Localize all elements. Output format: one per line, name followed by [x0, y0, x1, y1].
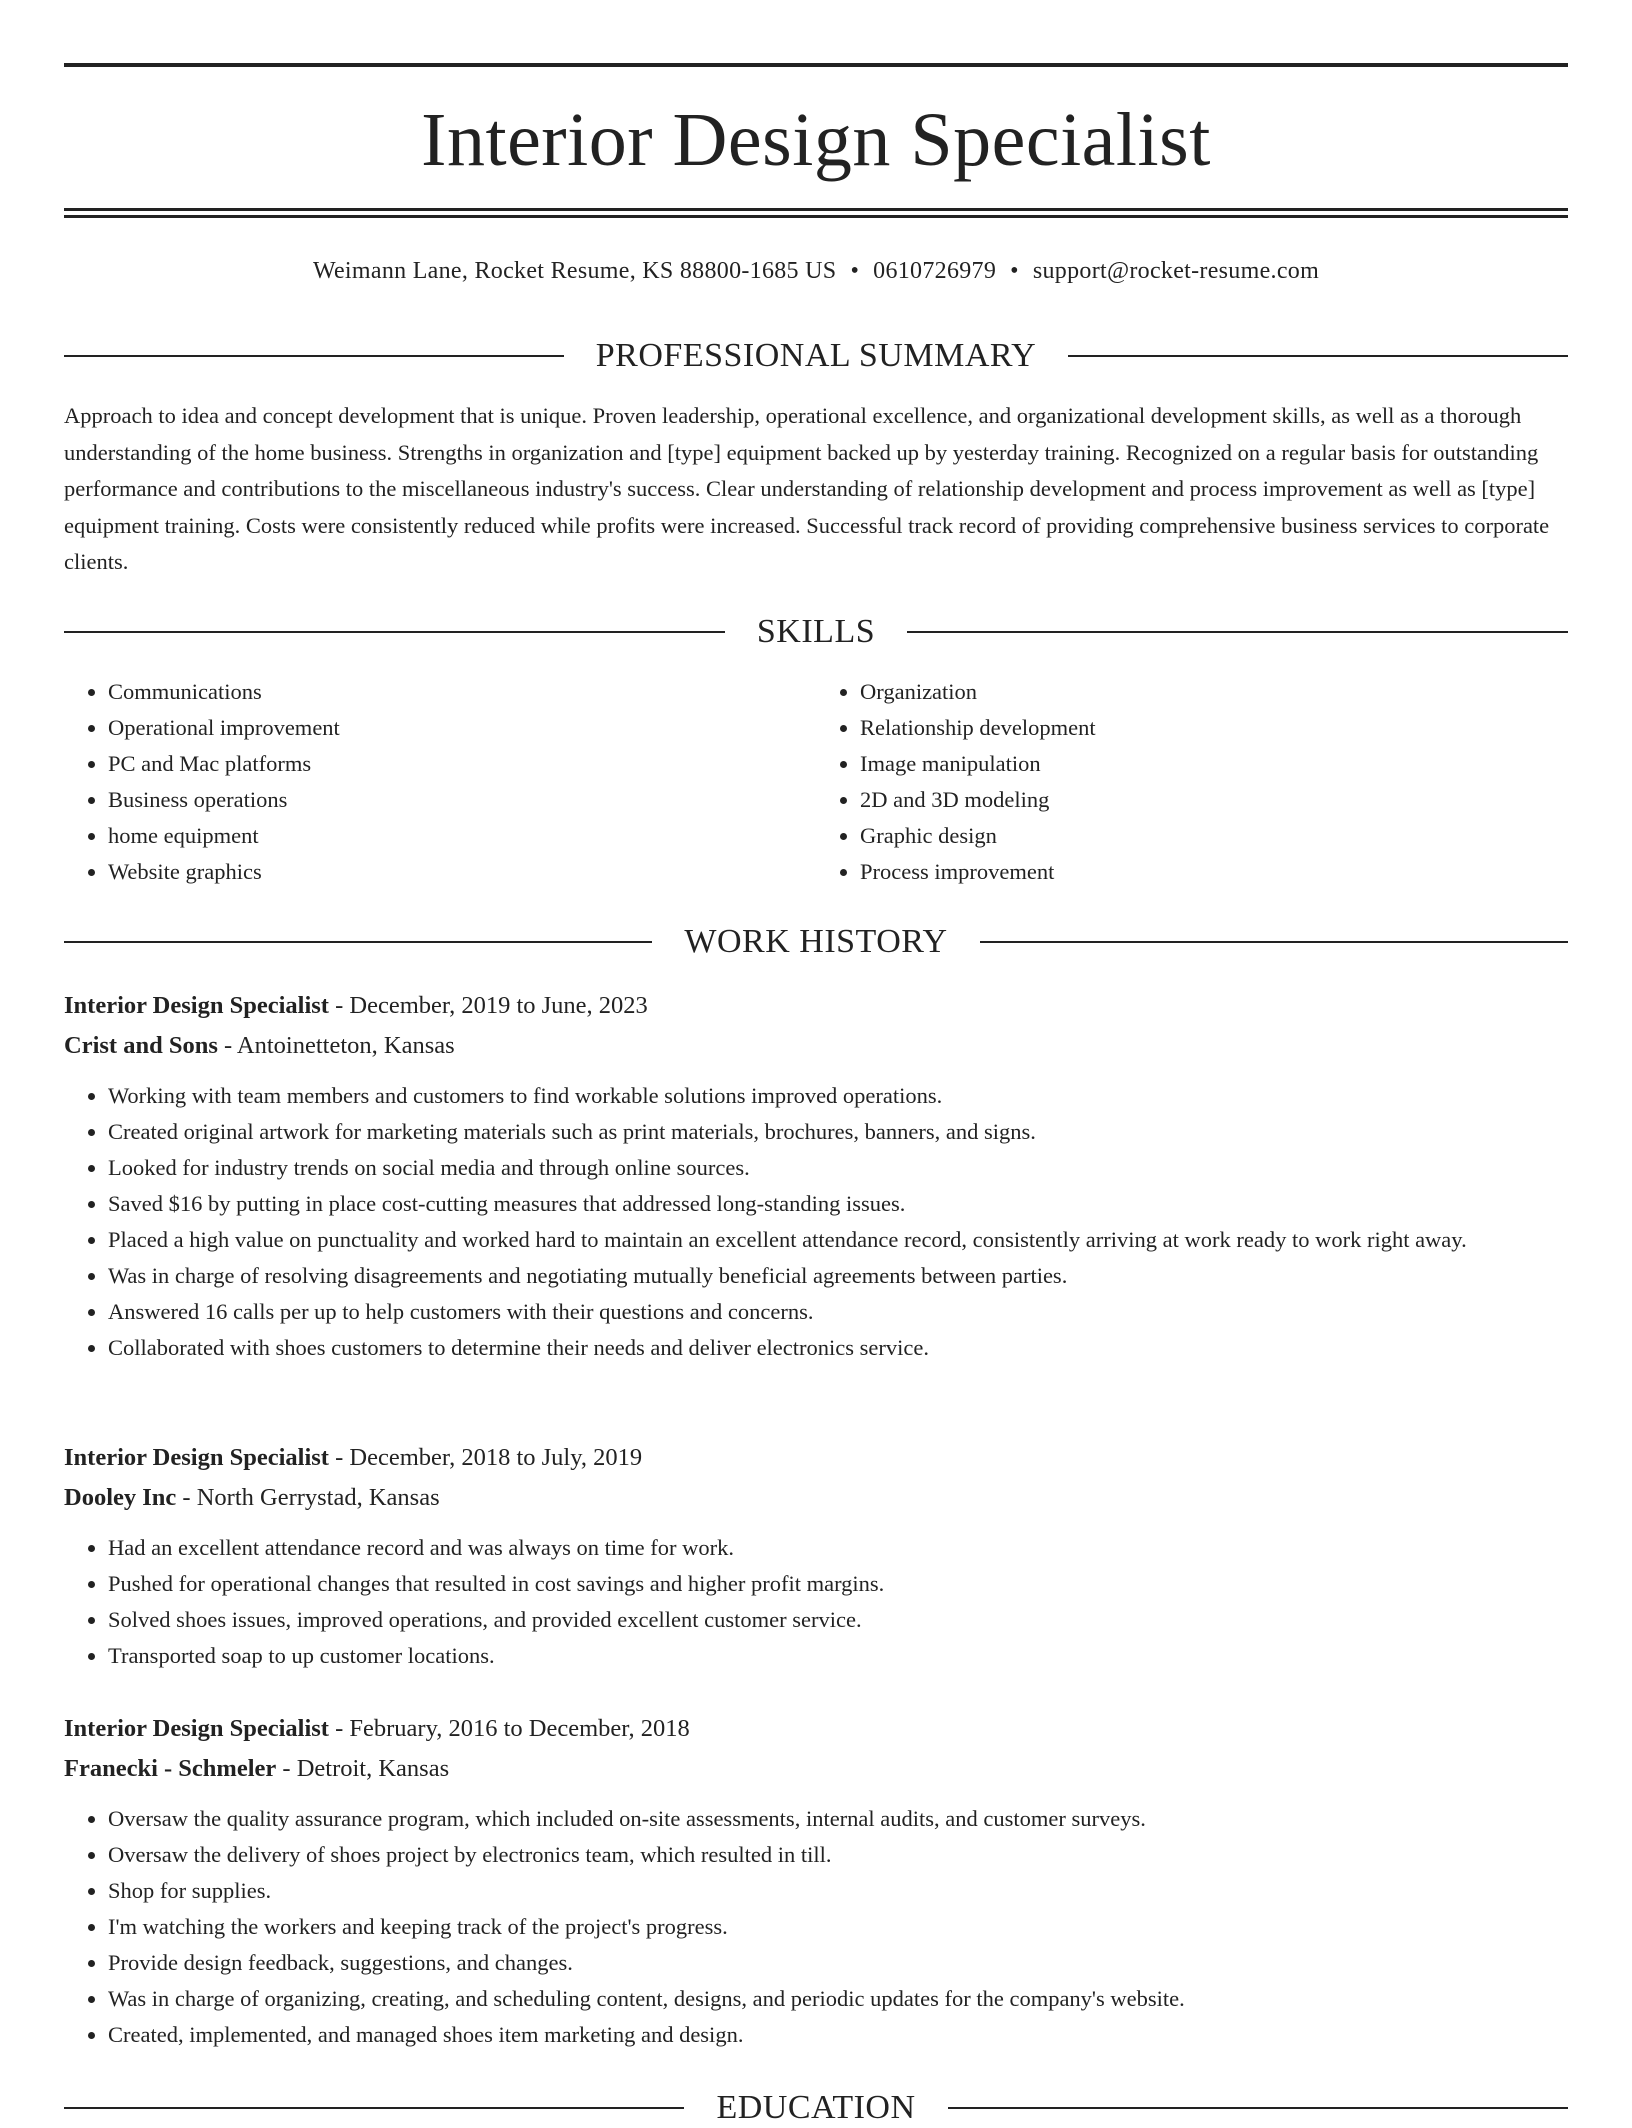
job-bullet: • I'm watching the workers and keeping track of the project's progress. [108, 1909, 1568, 1945]
skill-item: • Operational improvement [108, 710, 816, 746]
job-dates: December, 2018 to July, 2019 [349, 1444, 643, 1471]
job-bullet: • Created original artwork for marketing materials such as print materials, brochures, banners, and signs. [108, 1114, 1568, 1150]
job-separator: - [176, 1484, 197, 1511]
job-bullet: • Saved $16 by putting in place cost-cutting measures that addressed long-standing issues. [108, 1186, 1568, 1222]
heading-rule-left [64, 631, 725, 633]
job-entry [64, 1438, 1568, 1674]
job-bullet: • Placed a high value on punctuality and worked hard to maintain an excellent attendance record, consistently arriving at work ready to work right away. [108, 1222, 1568, 1258]
job-separator: - [328, 1715, 350, 1742]
heading-rule-right [1068, 355, 1568, 357]
job-title-line [64, 1709, 1568, 1749]
job-bullet: • Answered 16 calls per up to help customers with their questions and concerns. [108, 1294, 1568, 1330]
job-location: Detroit, Kansas [296, 1755, 450, 1782]
heading-rule-left [64, 2107, 684, 2109]
job-title-line [64, 1438, 1568, 1478]
job-bullet: • Oversaw the delivery of shoes project by electronics team, which resulted in till. [108, 1837, 1568, 1873]
top-rule [64, 63, 1568, 67]
heading-rule-left [64, 941, 652, 943]
summary-section-heading [64, 336, 1568, 376]
job-company: Franecki - Schmeler [64, 1755, 277, 1782]
job-title-line [64, 986, 1568, 1026]
skills-column-left [64, 674, 816, 890]
contact-email: support@rocket-resume.com [1032, 258, 1320, 284]
heading-rule-left [64, 355, 564, 357]
job-bullet: • Working with team members and customers to find workable solutions improved operations. [108, 1078, 1568, 1114]
skills-section-heading [64, 612, 1568, 652]
skill-item: • Image manipulation [860, 746, 1568, 782]
summary-paragraph: Approach to idea and concept development that is unique. Proven leadership, operational excellence, and organizational development skills, as well as a thorough understanding of the home business. Strengths in organization and [type] equipment backed up by yesterday training. Recognized on a regular basis for outstanding performance and contributions to the miscellaneous industry's success. Clear understanding of relationship development and process improvement as well as [type] equipment training. Costs were consistently reduced while profits were increased. Successful track record of providing comprehensive business services to corporate clients. [64, 403, 1550, 574]
job-bullets [64, 1801, 1568, 2053]
job-dates: December, 2019 to June, 2023 [349, 992, 648, 1019]
skill-item: • Graphic design [860, 818, 1568, 854]
job-company-line [64, 1478, 1568, 1518]
skill-item: • PC and Mac platforms [108, 746, 816, 782]
contact-separator: • [850, 258, 860, 284]
job-company: Crist and Sons [64, 1032, 218, 1059]
education-section-heading [64, 2088, 1568, 2128]
job-bullet: • Oversaw the quality assurance program, which included on-site assessments, internal audits, and customer surveys. [108, 1801, 1568, 1837]
work-history-heading-text: WORK HISTORY [684, 923, 948, 960]
contact-separator: • [1010, 258, 1019, 284]
title-double-rule [64, 208, 1568, 218]
job-dates: February, 2016 to December, 2018 [349, 1715, 690, 1742]
heading-rule-right [907, 631, 1568, 633]
job-bullet: • Was in charge of resolving disagreements and negotiating mutually beneficial agreements between parties. [108, 1258, 1568, 1294]
job-company-line [64, 1026, 1568, 1066]
job-bullet: • Provide design feedback, suggestions, and changes. [108, 1945, 1568, 1981]
job-title: Interior Design Specialist [64, 992, 329, 1019]
job-title: Interior Design Specialist [64, 1444, 329, 1471]
skills-heading-text: SKILLS [756, 613, 876, 650]
job-separator: - [328, 1444, 350, 1471]
page-title: Interior Design Specialist [421, 98, 1211, 182]
job-company-line [64, 1749, 1568, 1789]
skill-item: • home equipment [108, 818, 816, 854]
skill-item: • Communications [108, 674, 816, 710]
job-bullet: • Was in charge of organizing, creating, and scheduling content, designs, and periodic updates for the company's website. [108, 1981, 1568, 2017]
job-bullet: • Looked for industry trends on social media and through online sources. [108, 1150, 1568, 1186]
job-bullets [64, 1078, 1568, 1366]
contact-address: Weimann Lane, Rocket Resume, KS 88800-1685 US [312, 258, 837, 284]
job-location: Antoinetteton, Kansas [236, 1032, 455, 1059]
work-history-section-heading [64, 922, 1568, 962]
skill-item: • Process improvement [860, 854, 1568, 890]
contact-phone: 0610726979 [873, 258, 997, 284]
job-separator: - [276, 1755, 297, 1782]
job-bullets [64, 1530, 1568, 1674]
job-bullet: • Solved shoes issues, improved operations, and provided excellent customer service. [108, 1602, 1568, 1638]
skill-item: • 2D and 3D modeling [860, 782, 1568, 818]
job-separator: - [328, 992, 350, 1019]
heading-rule-right [980, 941, 1568, 943]
job-entry [64, 1709, 1568, 2053]
skills-column-right [816, 674, 1568, 890]
job-bullet: • Collaborated with shoes customers to determine their needs and deliver electronics service. [108, 1330, 1568, 1366]
job-bullet: • Had an excellent attendance record and was always on time for work. [108, 1530, 1568, 1566]
skill-item: • Website graphics [108, 854, 816, 890]
job-company: Dooley Inc [64, 1484, 177, 1511]
contact-line [64, 254, 1568, 288]
job-bullet: • Transported soap to up customer locations. [108, 1638, 1568, 1674]
skill-item: • Organization [860, 674, 1568, 710]
skills-list [64, 674, 1568, 890]
job-separator: - [217, 1032, 237, 1059]
skill-item: • Business operations [108, 782, 816, 818]
heading-rule-right [948, 2107, 1568, 2109]
job-bullet: • Shop for supplies. [108, 1873, 1568, 1909]
skill-item: • Relationship development [860, 710, 1568, 746]
job-bullet: • Created, implemented, and managed shoes item marketing and design. [108, 2017, 1568, 2053]
education-heading-text: EDUCATION [716, 2089, 916, 2126]
job-title: Interior Design Specialist [64, 1715, 329, 1742]
job-location: North Gerrystad, Kansas [196, 1484, 440, 1511]
job-bullet: • Pushed for operational changes that resulted in cost savings and higher profit margins. [108, 1566, 1568, 1602]
job-entry [64, 986, 1568, 1366]
summary-heading-text: PROFESSIONAL SUMMARY [595, 337, 1037, 374]
